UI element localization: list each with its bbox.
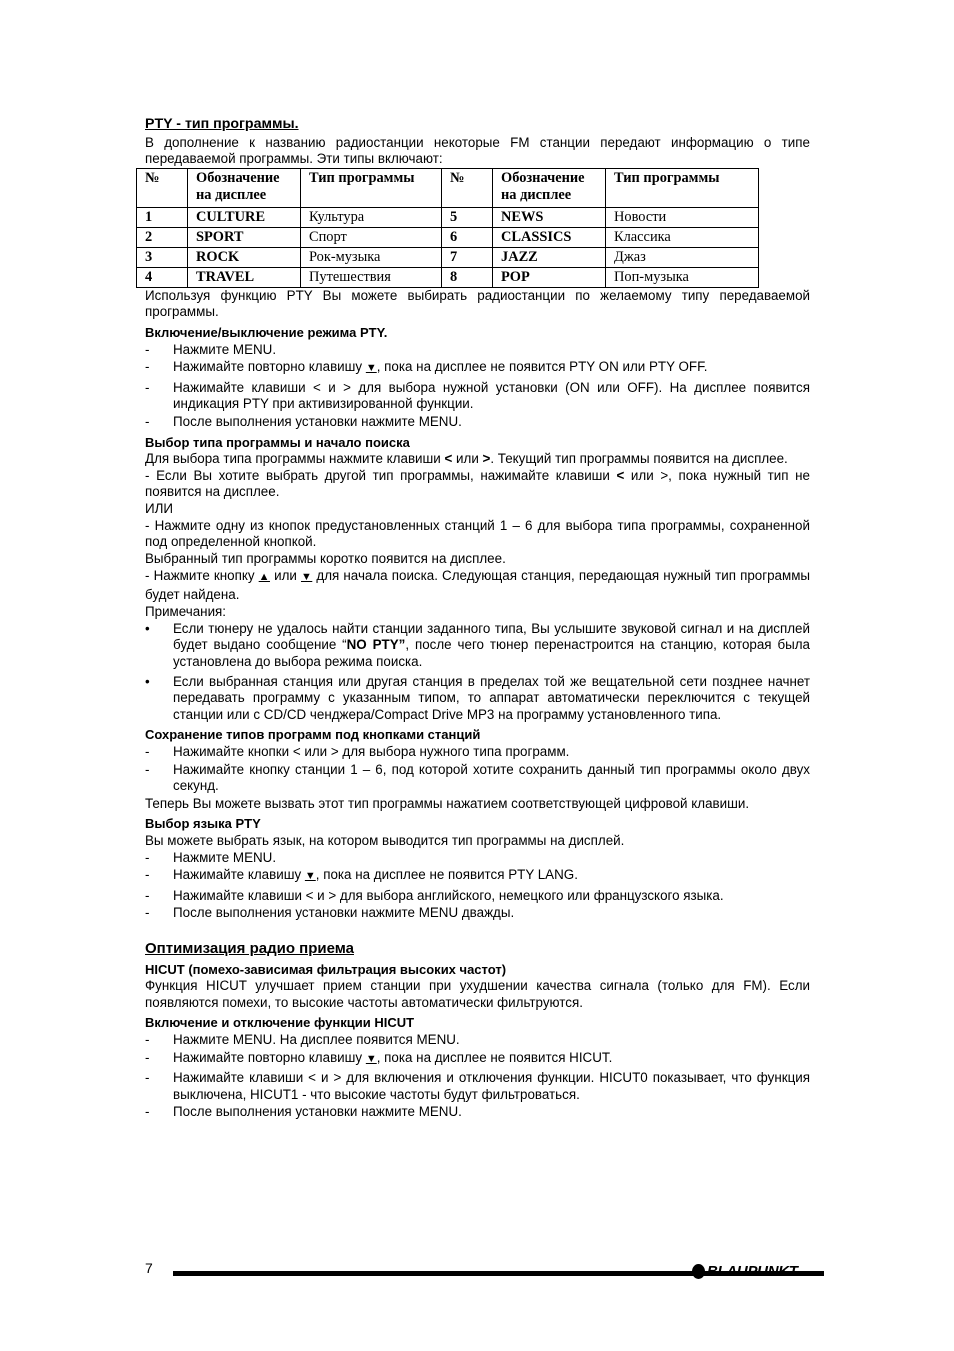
pty-store-steps xyxy=(145,744,810,795)
table-header: Обозначение на дисплее xyxy=(188,168,301,207)
list-item xyxy=(145,342,810,359)
dash-marker: - xyxy=(145,1049,150,1065)
list-item xyxy=(145,744,810,761)
text: или xyxy=(269,568,301,584)
step-text: Нажимайте клавишу xyxy=(173,867,305,883)
list-item xyxy=(145,380,810,413)
left-key-icon: < xyxy=(444,451,453,467)
note-text: Если тюнеру не удалось найти станции заданного типа, Вы услышите звуковой сигнал и на дисплей будет выдано сообщение “ xyxy=(173,620,810,653)
table-cell: Поп-музыка xyxy=(606,267,759,287)
list-item xyxy=(145,359,810,377)
pty-types-table xyxy=(136,168,759,288)
hicut-steps xyxy=(145,1032,810,1121)
table-cell: 4 xyxy=(137,267,188,287)
step-text: , пока на дисплее не появится PTY ON или PTY OFF. xyxy=(376,359,708,375)
text: или xyxy=(452,451,483,467)
hicut-intro: Функция HICUT улучшает прием станции при ухудшении качества сигнала (только для FM). Если появляются помехи, то высокие частоты автоматически фильтруются. xyxy=(145,978,810,1010)
pty-select-p2 xyxy=(145,468,810,501)
table-header: Тип программы xyxy=(301,168,442,207)
table-cell: Путешествия xyxy=(301,267,442,287)
left-key-icon: < xyxy=(616,467,625,483)
pty-select-p3: - Нажмите одну из кнопок предустановленных станций 1 – 6 для выбора типа программы, сохраненной под определенной кнопкой. xyxy=(145,517,810,550)
table-row xyxy=(137,227,759,247)
brand-dot-icon xyxy=(692,1264,705,1279)
table-cell: SPORT xyxy=(188,227,301,247)
text: - Если Вы хотите выбрать другой тип программы, нажимайте клавиши xyxy=(145,467,617,483)
dash-marker: - xyxy=(145,1104,150,1120)
step-text: Нажимайте клавиши < и > для выбора нужной установки (ON или OFF). На дисплее появится индикация PTY при активизированной функции. xyxy=(173,379,810,412)
list-item xyxy=(145,621,810,671)
step-text: , пока на дисплее не появится PTY LANG. xyxy=(315,867,578,883)
notes-list xyxy=(145,621,810,724)
pty-select-p1 xyxy=(145,451,810,468)
list-item xyxy=(145,867,810,885)
pty-onoff-steps xyxy=(145,342,810,431)
pty-intro: В дополнение к названию радиостанции некоторые FM станции передают информацию о типе передаваемой программы. Эти типы включают: xyxy=(145,134,810,167)
table-header: № xyxy=(137,168,188,207)
step-text: После выполнения установки нажмите MENU дважды. xyxy=(173,905,515,921)
bullet-marker: • xyxy=(145,673,150,689)
arrow-down-key-icon: ▼ xyxy=(300,571,313,584)
pty-lang-intro: Вы можете выбрать язык, на котором выводится тип программы на дисплей. xyxy=(145,833,625,848)
right-key-icon: > xyxy=(482,451,491,467)
step-text: После выполнения установки нажмите MENU. xyxy=(173,1104,462,1120)
table-cell: POP xyxy=(493,267,606,287)
step-text: Нажимайте кнопку станции 1 – 6, под которой хотите сохранить данный тип программы около двух секунд. xyxy=(173,761,810,794)
step-text: , пока на дисплее не появится HICUT. xyxy=(376,1049,613,1065)
text: Для выбора типа программы нажмите клавиши xyxy=(145,451,445,467)
list-item xyxy=(145,674,810,724)
document-page xyxy=(145,116,810,1122)
table-cell: TRAVEL xyxy=(188,267,301,287)
subheading-hicut-onoff: Включение и отключение функции HICUT xyxy=(145,1015,415,1031)
table-cell: 7 xyxy=(442,247,493,267)
note-text: Если выбранная станция или другая станция в пределах той же вещательной сети позднее начнет передавать программу с указанным типом, то аппарат автоматически переключится с текущей станции или с CD/CD ченджера/Compact Drive MP3 на программу установленного типа. xyxy=(173,673,810,722)
pty-select-p4: Выбранный тип программы коротко появится на дисплее. xyxy=(145,550,506,566)
step-text: Нажимайте клавиши < и > для включения и отключения функции. HICUT0 показывает, что функция выключена, HICUT1 - что высокие частоты будут фильтроваться. xyxy=(173,1070,810,1102)
table-header-row xyxy=(137,168,759,207)
pty-select-or: ИЛИ xyxy=(145,500,174,516)
table-row xyxy=(137,247,759,267)
dash-marker: - xyxy=(145,341,150,357)
table-cell: 2 xyxy=(137,227,188,247)
pty-select-p5 xyxy=(145,567,810,604)
dash-marker: - xyxy=(145,905,150,921)
text: или >, пока нужный тип не появится на дисплее. xyxy=(145,467,810,500)
step-text: Нажимайте повторно клавишу xyxy=(173,1049,366,1065)
dash-marker: - xyxy=(145,379,150,395)
subheading-pty-lang: Выбор языка PTY xyxy=(145,816,261,832)
arrow-down-key-icon: ▼ xyxy=(365,1052,377,1065)
note-text: , после чего тюнер перенастроится на станцию, которая была установлена до выбора режима поиска. xyxy=(173,637,810,670)
text: - Нажмите кнопку xyxy=(145,568,259,584)
arrow-down-key-icon: ▼ xyxy=(304,870,316,883)
dash-marker: - xyxy=(145,761,150,777)
section-title-radio-optimization: Оптимизация радио приема xyxy=(145,939,354,957)
step-text: Нажимайте клавиши < и > для выбора английского, немецкого или французского языка. xyxy=(173,887,724,903)
dash-marker: - xyxy=(145,1070,150,1086)
table-header: Обозначение на дисплее xyxy=(493,168,606,207)
subheading-hicut: HICUT (помехо-зависимая фильтрация высоких частот) xyxy=(145,961,507,977)
pty-store-after: Теперь Вы можете вызвать этот тип программы нажатием соответствующей цифровой клавиши. xyxy=(145,795,750,811)
brand-logo xyxy=(692,1263,798,1280)
step-text: После выполнения установки нажмите MENU. xyxy=(173,413,462,429)
subheading-pty-store: Сохранение типов программ под кнопками станций xyxy=(145,727,481,743)
table-cell: 3 xyxy=(137,247,188,267)
list-item xyxy=(145,1032,810,1049)
list-item xyxy=(145,905,810,922)
dash-marker: - xyxy=(145,413,150,429)
page-footer xyxy=(145,1258,820,1288)
step-text: Нажмите MENU. На дисплее появится MENU. xyxy=(173,1031,460,1047)
pty-lang-steps xyxy=(145,850,810,922)
dash-marker: - xyxy=(145,867,150,883)
dash-marker: - xyxy=(145,359,150,375)
table-cell: 8 xyxy=(442,267,493,287)
step-text: Нажмите MENU. xyxy=(173,849,277,865)
table-header: Тип программы xyxy=(606,168,759,207)
arrow-up-key-icon: ▲ xyxy=(258,571,270,584)
table-cell: Рок-музыка xyxy=(301,247,442,267)
subheading-pty-onoff: Включение/выключение режима PTY. xyxy=(145,324,388,340)
table-cell: Джаз xyxy=(606,247,759,267)
list-item xyxy=(145,1050,810,1068)
text: для начала поиска. Следующая станция, передающая нужный тип программы будет найдена. xyxy=(145,568,811,603)
dash-marker: - xyxy=(145,887,150,903)
notes-label: Примечания: xyxy=(145,604,227,620)
pty-after-table: Используя функцию PTY Вы можете выбирать радиостанции по желаемому типу передаваемой программы. xyxy=(145,287,810,320)
dash-marker: - xyxy=(145,1031,150,1047)
brand-name: BLAUPUNKT xyxy=(707,1263,798,1280)
table-cell: 5 xyxy=(442,207,493,227)
table-cell: JAZZ xyxy=(493,247,606,267)
no-pty-message: NO PTY” xyxy=(346,637,406,653)
table-cell: CULTURE xyxy=(188,207,301,227)
list-item xyxy=(145,1104,810,1121)
table-cell: ROCK xyxy=(188,247,301,267)
list-item xyxy=(145,762,810,795)
list-item xyxy=(145,414,810,431)
table-cell: Культура xyxy=(301,207,442,227)
table-cell: CLASSICS xyxy=(493,227,606,247)
step-text: Нажимайте повторно клавишу xyxy=(173,359,366,375)
step-text: Нажимайте кнопки < или > для выбора нужного типа программ. xyxy=(173,744,570,760)
table-cell: 1 xyxy=(137,207,188,227)
table-header: № xyxy=(442,168,493,207)
page-number: 7 xyxy=(145,1260,153,1276)
text: . Текущий тип программы появится на дисплее. xyxy=(490,451,788,467)
dash-marker: - xyxy=(145,744,150,760)
section-title-pty: PTY - тип программы. xyxy=(145,116,299,132)
table-cell: 6 xyxy=(442,227,493,247)
table-cell: NEWS xyxy=(493,207,606,227)
subheading-pty-select: Выбор типа программы и начало поиска xyxy=(145,434,410,450)
step-text: Нажмите MENU. xyxy=(173,341,277,357)
table-row xyxy=(137,267,759,287)
table-row xyxy=(137,207,759,227)
dash-marker: - xyxy=(145,849,150,865)
bullet-marker: • xyxy=(145,620,150,636)
table-cell: Классика xyxy=(606,227,759,247)
list-item xyxy=(145,888,810,905)
table-cell: Спорт xyxy=(301,227,442,247)
list-item xyxy=(145,850,810,867)
arrow-down-key-icon: ▼ xyxy=(365,362,377,375)
table-cell: Новости xyxy=(606,207,759,227)
list-item xyxy=(145,1070,810,1103)
